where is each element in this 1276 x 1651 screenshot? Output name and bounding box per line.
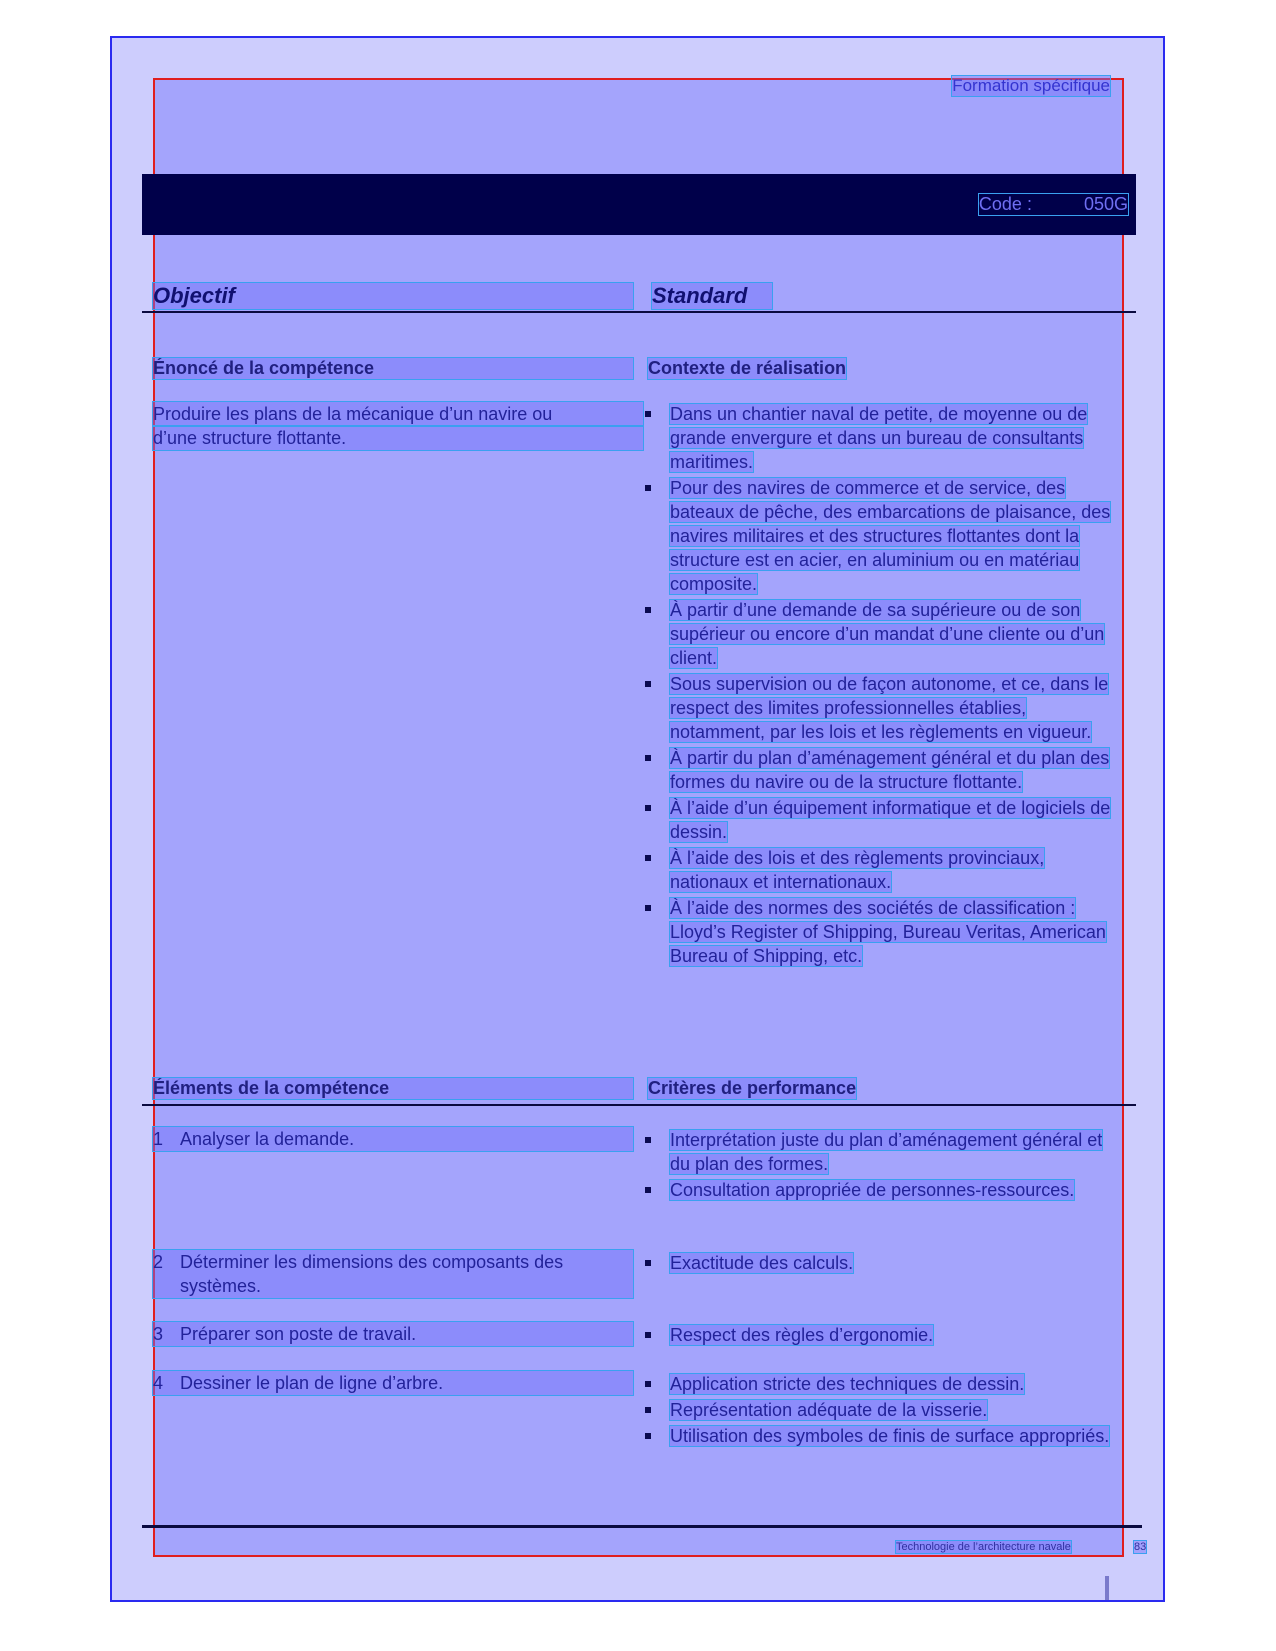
program-code (979, 194, 1128, 215)
bullet-icon (645, 1332, 651, 1338)
code-value: 050G (1083, 194, 1128, 214)
bullet-icon (645, 805, 651, 811)
list-item: À partir du plan d’aménagement général et du plan des formes du navire ou de la structure flottante. (645, 746, 1125, 794)
standard-heading: Standard (652, 283, 772, 309)
heading-rule (142, 311, 1136, 313)
list-item: Utilisation des symboles de finis de surface appropriés. (645, 1424, 1125, 1448)
bullet-icon (645, 1381, 651, 1387)
element-item-2: 2 Déterminer les dimensions des composants des systèmes. (153, 1250, 633, 1298)
element-item-4: 4 Dessiner le plan de ligne d’arbre. (153, 1371, 633, 1395)
footer-rule (142, 1525, 1142, 1528)
bullet-icon (645, 1137, 651, 1143)
enonce-line-1: Produire les plans de la mécanique d’un navire ou (153, 402, 643, 426)
list-item: À l’aide des lois et des règlements provinciaux, nationaux et internationaux. (645, 846, 1125, 894)
list-item: À l’aide des normes des sociétés de classification : Lloyd’s Register of Shipping, Bureau Veritas, American Bureau of Shipping, etc. (645, 896, 1125, 968)
list-item: Application stricte des techniques de dessin. (645, 1372, 1125, 1396)
bullet-icon (645, 411, 651, 417)
element-item-1: 1 Analyser la demande. (153, 1127, 633, 1151)
element-item-3: 3 Préparer son poste de travail. (153, 1322, 633, 1346)
list-item: Consultation appropriée de personnes-ressources. (645, 1178, 1125, 1202)
enonce-title: Énoncé de la compétence (153, 358, 633, 379)
bullet-icon (645, 607, 651, 613)
bullet-icon (645, 1433, 651, 1439)
elements-title: Éléments de la compétence (153, 1078, 633, 1099)
list-item: Pour des navires de commerce et de service, des bateaux de pêche, des embarcations de plaisance, des navires militaires et des structures flottantes dont la structure est en acier, en aluminium ou en matériau composite. (645, 476, 1125, 596)
criteres-list-1 (645, 1128, 1125, 1202)
contexte-title: Contexte de réalisation (648, 358, 847, 378)
footer-program: Technologie de l’architecture navale (896, 1541, 1071, 1553)
contexte-list (645, 402, 1125, 970)
bullet-icon (645, 905, 651, 911)
objectif-heading: Objectif (153, 283, 633, 309)
bullet-icon (645, 1187, 651, 1193)
list-item: À partir d’une demande de sa supérieure ou de son supérieur ou encore d’un mandat d’une cliente ou d’un client. (645, 598, 1125, 670)
list-item: Représentation adéquate de la visserie. (645, 1398, 1125, 1422)
bullet-icon (645, 681, 651, 687)
list-item: Dans un chantier naval de petite, de moyenne ou de grande envergure et dans un bureau de consultants maritimes. (645, 402, 1125, 474)
elements-rule (142, 1104, 1136, 1106)
criteres-title: Critères de performance (648, 1078, 857, 1098)
criteres-list-3 (645, 1323, 1125, 1347)
bullet-icon (645, 855, 651, 861)
header-label: Formation spécifique (952, 76, 1110, 95)
list-item: À l’aide d’un équipement informatique et de logiciels de dessin. (645, 796, 1125, 844)
list-item: Interprétation juste du plan d’aménagement général et du plan des formes. (645, 1128, 1125, 1176)
bullet-icon (645, 755, 651, 761)
code-banner (142, 174, 1136, 235)
bullet-icon (645, 485, 651, 491)
enonce-text (153, 402, 643, 450)
list-item: Respect des règles d’ergonomie. (645, 1323, 1125, 1347)
bullet-icon (645, 1260, 651, 1266)
criteres-list-2 (645, 1251, 1125, 1275)
code-label: Code : (978, 194, 1032, 214)
list-item: Sous supervision ou de façon autonome, et ce, dans le respect des limites professionnelles établies, notamment, par les lois et les règlements en vigueur. (645, 672, 1125, 744)
enonce-line-2: d’une structure flottante. (153, 426, 643, 450)
footer-page-number: 83 (1134, 1541, 1147, 1553)
page-marker (1105, 1576, 1109, 1600)
bullet-icon (645, 1407, 651, 1413)
criteres-list-4 (645, 1372, 1125, 1448)
list-item: Exactitude des calculs. (645, 1251, 1125, 1275)
